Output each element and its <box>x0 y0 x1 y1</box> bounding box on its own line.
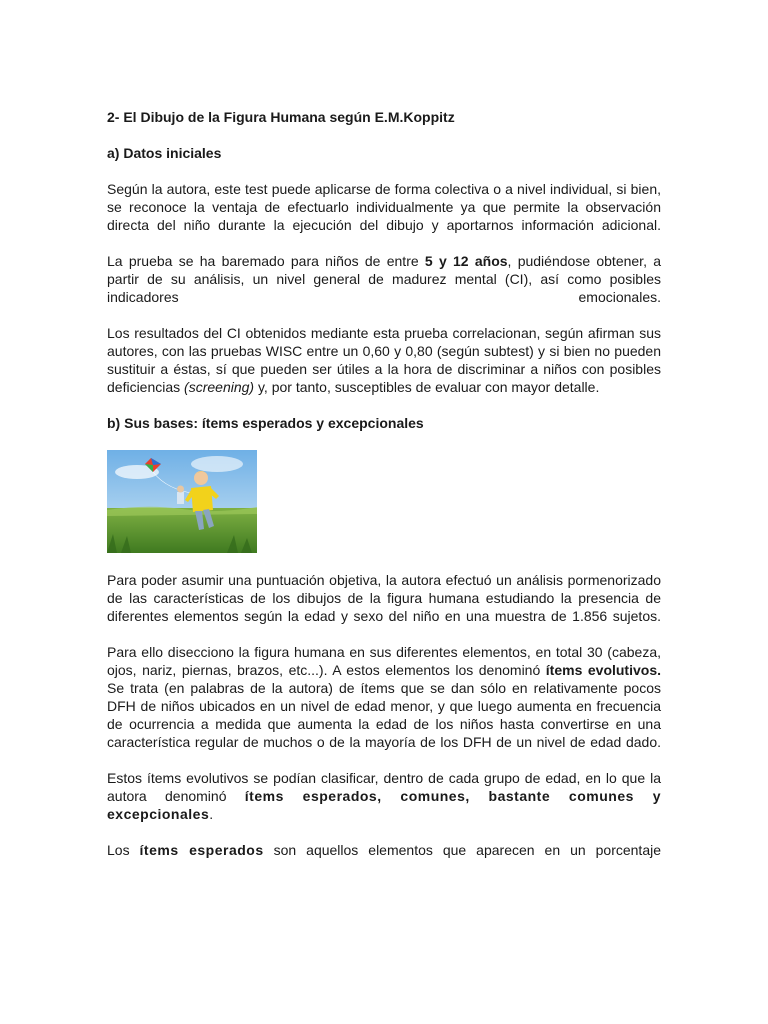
text-run: y, por tanto, susceptibles de evaluar con mayor detalle. <box>254 379 600 395</box>
bold-text-run: ítems evolutivos. <box>545 662 661 678</box>
text-run: La prueba se ha baremado para niños de entre <box>107 253 425 269</box>
section-b-heading: b) Sus bases: ítems esperados y excepcionales <box>107 415 424 431</box>
bold-text-run: ítems esperados <box>139 842 264 858</box>
text-run: Los <box>107 842 140 858</box>
italic-text-run: (screening) <box>184 379 255 395</box>
section-a-paragraph-1: Según la autora, este test puede aplicarse de forma colectiva o a nivel individual, si bien, se reconoce la ventaja de efectuarlo individualmente ya que permite la observación directa del niño durante la ejecución del dibujo y aportarnos información adicional. <box>107 181 661 233</box>
section-b-paragraph-3 <box>107 769 661 823</box>
document-content <box>107 108 661 877</box>
child-running-with-kite-image <box>107 450 257 553</box>
section-a-heading: a) Datos iniciales <box>107 145 222 161</box>
bold-text-run: ítems esperados, comunes, bastante comunes y excepcionales <box>107 788 661 822</box>
bold-text-run: 5 y 12 años <box>424 253 508 269</box>
text-run: Los resultados del CI obtenidos mediante esta prueba correlacionan, según afirman sus autores, con las pruebas WISC entre un 0,60 y 0,80 (según subtest) y si bien no pueden sustituir a éstas, sí que pueden ser útiles a la hora de discriminar a niños con posibles deficiencias <box>107 325 661 395</box>
section-b-paragraph-2 <box>107 643 661 751</box>
text-run: . <box>209 806 214 822</box>
text-run: Para ello disecciono la figura humana en sus diferentes elementos, en total 30 (cabeza, ojos, nariz, piernas, brazos, etc...). A estos elementos los denominó <box>107 644 661 678</box>
document-title: 2- El Dibujo de la Figura Humana según E.M.Koppitz <box>107 109 455 125</box>
text-run: , pudiéndose obtener, a partir de su análisis, un nivel general de madurez mental (CI), así como posibles indicadores emocionales. <box>107 253 662 305</box>
text-run: Estos ítems evolutivos se podían clasificar, dentro de cada grupo de edad, en lo que la autora denominó <box>107 770 661 804</box>
section-b-paragraph-1: Para poder asumir una puntuación objetiva, la autora efectuó un análisis pormenorizado de las características de los dibujos de la figura humana estudiando la presencia de diferentes elementos según la edad y sexo del niño en una muestra de 1.856 sujetos. <box>107 572 661 624</box>
section-b-paragraph-4 <box>107 841 661 859</box>
text-run: Se trata (en palabras de la autora) de ítems que se dan sólo en relativamente pocos DFH de niños ubicados en un nivel de edad menor, y que luego aumenta en frecuencia de ocurrencia a medida que aumenta la edad de los niños hasta convertirse en una característica regular de muchos o de la mayoría de los DFH de un nivel de edad dado. <box>107 680 661 750</box>
section-a-paragraph-3 <box>107 324 661 396</box>
text-run: son aquellos elementos que aparecen en un porcentaje <box>263 842 661 858</box>
section-a-paragraph-2 <box>107 252 661 306</box>
